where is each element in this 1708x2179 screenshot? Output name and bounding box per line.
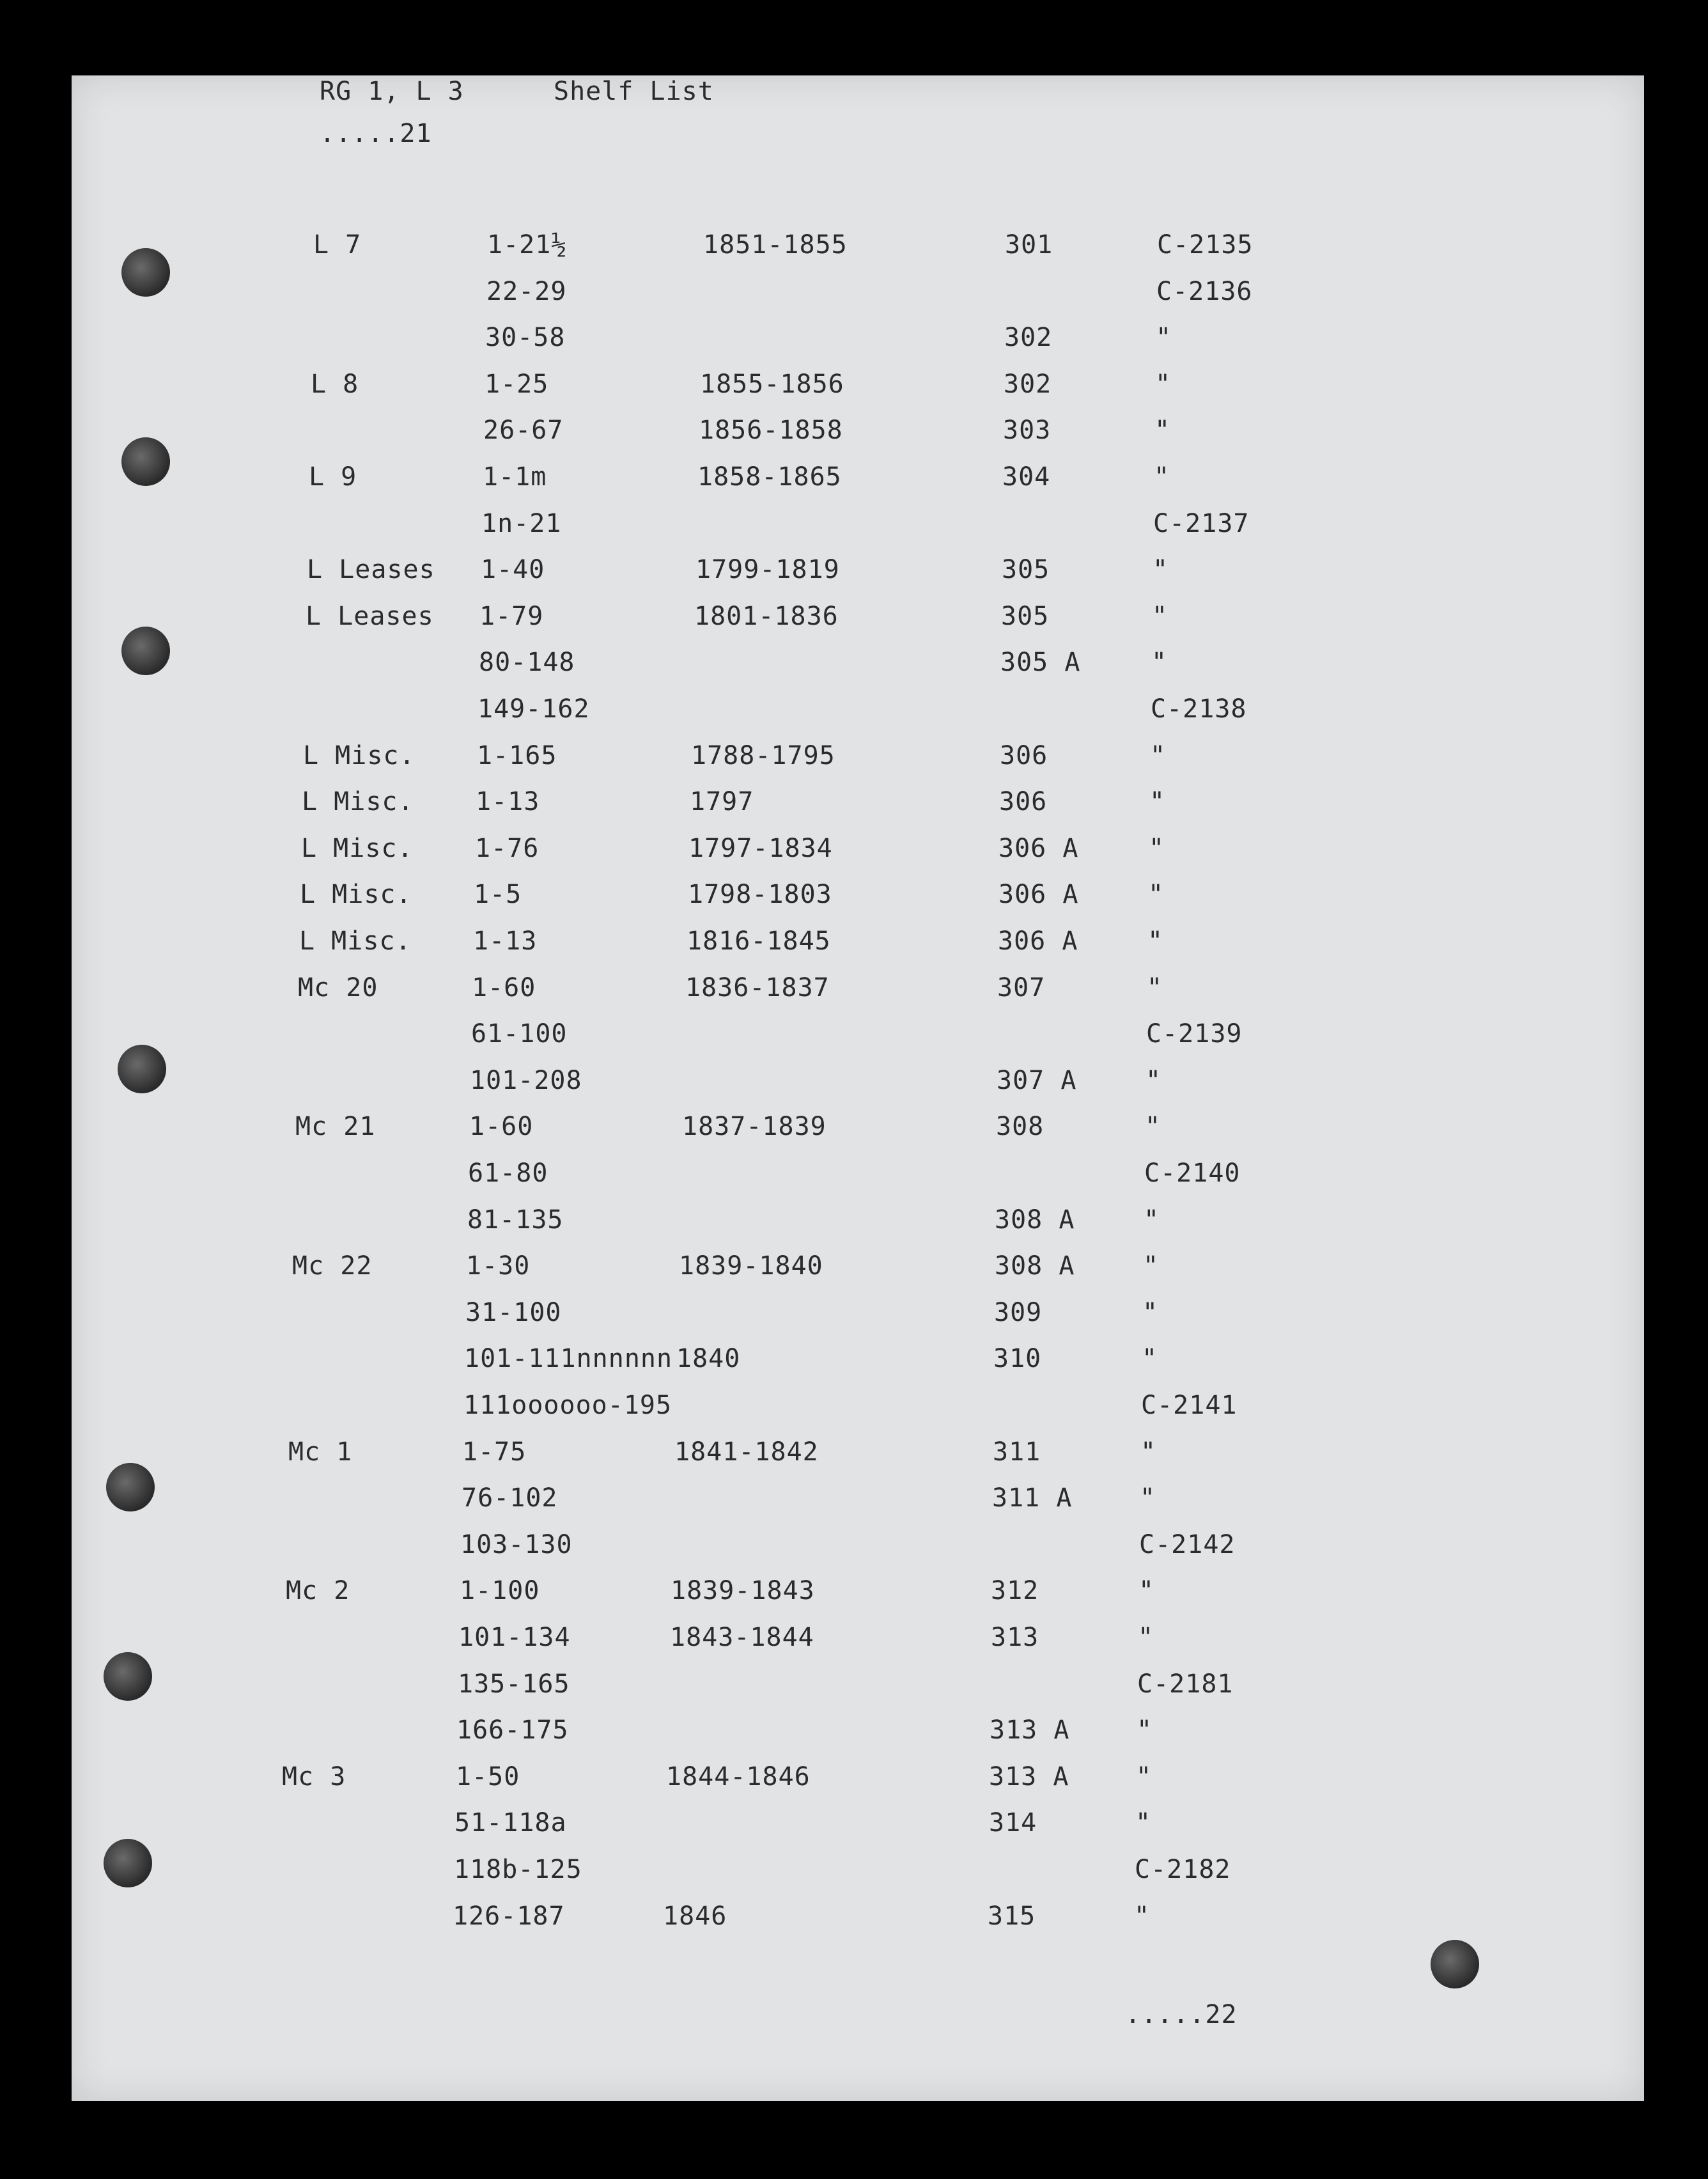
cell-items: 1-75: [462, 1437, 527, 1467]
punch-hole: [121, 248, 170, 297]
cell-reel: C-2139: [1146, 1019, 1243, 1049]
cell-dates: 1839-1843: [671, 1576, 815, 1605]
cell-box: 306: [999, 787, 1048, 816]
cell-items: 1-1m: [483, 462, 547, 492]
cell-dates: 1799-1819: [695, 555, 840, 584]
cell-reel: ": [1140, 1437, 1157, 1467]
cell-items: 22-29: [486, 277, 567, 306]
cell-items: 1-5: [474, 880, 522, 909]
cell-reel: ": [1147, 926, 1164, 956]
cell-box: 310: [993, 1344, 1042, 1373]
cell-reel: ": [1145, 1112, 1161, 1141]
continued-to: .....22: [1125, 2000, 1238, 2029]
cell-series: L 8: [311, 370, 359, 399]
cell-reel: ": [1138, 1576, 1155, 1605]
cell-items: 1-76: [475, 834, 540, 863]
cell-reel: C-2142: [1139, 1530, 1236, 1559]
cell-dates: 1816-1845: [687, 926, 831, 956]
cell-items: 1-13: [473, 926, 538, 956]
cell-items: 1-60: [472, 973, 536, 1003]
cell-reel: ": [1155, 370, 1172, 399]
cell-items: 166-175: [456, 1715, 569, 1745]
punch-hole: [104, 1839, 152, 1887]
cell-items: 30-58: [485, 323, 566, 352]
cell-dates: 1858-1865: [697, 462, 842, 492]
cell-reel: C-2136: [1156, 277, 1253, 306]
cell-items: 101-134: [458, 1623, 571, 1652]
cell-box: 305 A: [1000, 648, 1081, 677]
cell-series: Mc 1: [288, 1437, 353, 1467]
cell-dates: 1844-1846: [666, 1762, 811, 1792]
cell-series: L Misc.: [302, 787, 414, 816]
cell-box: 305: [1001, 602, 1050, 631]
cell-dates: 1840: [676, 1344, 741, 1373]
cell-reel: ": [1143, 1251, 1160, 1281]
cell-series: L Misc.: [299, 926, 412, 956]
cell-items: 1-13: [476, 787, 540, 816]
cell-reel: ": [1147, 973, 1163, 1003]
cell-items: 101-111nnnnnn: [464, 1344, 673, 1373]
continued-from: .....21: [320, 119, 432, 148]
cell-reel: ": [1150, 741, 1167, 770]
cell-dates: 1797: [690, 787, 754, 816]
cell-items: 1-100: [460, 1576, 540, 1605]
cell-series: L Leases: [307, 555, 435, 584]
cell-reel: ": [1152, 602, 1168, 631]
cell-reel: ": [1142, 1298, 1159, 1327]
cell-reel: ": [1151, 648, 1168, 677]
cell-series: Mc 3: [282, 1762, 346, 1792]
cell-dates: 1856-1858: [699, 416, 843, 445]
cell-dates: 1801-1836: [694, 602, 839, 631]
cell-reel: C-2181: [1137, 1669, 1234, 1699]
cell-box: 313 A: [990, 1715, 1070, 1745]
cell-reel: C-2141: [1141, 1391, 1238, 1420]
cell-series: L Misc.: [303, 741, 415, 770]
cell-box: 309: [994, 1298, 1043, 1327]
cell-reel: ": [1149, 787, 1166, 816]
cell-box: 312: [991, 1576, 1039, 1605]
cell-items: 1-30: [466, 1251, 531, 1281]
cell-box: 314: [989, 1808, 1037, 1838]
cell-box: 311 A: [992, 1483, 1073, 1513]
cell-box: 303: [1003, 416, 1052, 445]
cell-dates: 1798-1803: [688, 880, 832, 909]
cell-dates: 1836-1837: [685, 973, 830, 1003]
cell-reel: ": [1137, 1715, 1153, 1745]
cell-series: Mc 21: [295, 1112, 376, 1141]
cell-reel: ": [1154, 462, 1170, 492]
punch-hole: [118, 1045, 166, 1093]
punch-hole: [106, 1463, 155, 1511]
cell-items: 51-118a: [454, 1808, 567, 1838]
cell-series: Mc 22: [292, 1251, 373, 1281]
cell-box: 307 A: [997, 1066, 1077, 1095]
cell-items: 1-25: [485, 370, 549, 399]
cell-series: L Leases: [306, 602, 434, 631]
cell-items: 61-80: [468, 1159, 548, 1188]
cell-box: 306 A: [998, 880, 1079, 909]
cell-items: 1-60: [469, 1112, 534, 1141]
cell-items: 61-100: [471, 1019, 568, 1049]
cell-reel: C-2182: [1135, 1855, 1231, 1884]
cell-box: 304: [1002, 462, 1051, 492]
cell-items: 31-100: [465, 1298, 562, 1327]
cell-items: 135-165: [458, 1669, 570, 1699]
cell-items: 80-148: [479, 648, 575, 677]
punch-hole: [121, 627, 170, 675]
cell-reel: C-2137: [1153, 509, 1250, 538]
cell-items: 111oooooo-195: [463, 1391, 672, 1420]
cell-reel: ": [1156, 323, 1172, 352]
record-group-ref: RG 1, L 3: [320, 77, 464, 106]
cell-series: Mc 20: [298, 973, 378, 1003]
cell-dates: 1855-1856: [700, 370, 844, 399]
cell-items: 76-102: [462, 1483, 558, 1513]
cell-reel: ": [1145, 1066, 1162, 1095]
cell-items: 118b-125: [454, 1855, 582, 1884]
cell-box: 313: [991, 1623, 1039, 1652]
cell-box: 308 A: [995, 1205, 1075, 1235]
cell-items: 1-21½: [487, 230, 568, 260]
punch-hole: [104, 1652, 152, 1701]
cell-reel: ": [1134, 1902, 1151, 1931]
cell-box: 308 A: [995, 1251, 1075, 1281]
cell-box: 313 A: [989, 1762, 1069, 1792]
punch-hole: [121, 437, 170, 486]
cell-items: 1n-21: [481, 509, 562, 538]
cell-series: L Misc.: [300, 880, 412, 909]
page-title: Shelf List: [554, 77, 714, 106]
cell-series: L Misc.: [301, 834, 414, 863]
cell-items: 1-165: [477, 741, 557, 770]
cell-series: L 7: [313, 230, 362, 260]
cell-box: 301: [1005, 230, 1053, 260]
cell-items: 149-162: [477, 694, 590, 724]
cell-series: Mc 2: [286, 1576, 350, 1605]
cell-reel: ": [1149, 834, 1165, 863]
cell-dates: 1839-1840: [679, 1251, 823, 1281]
cell-dates: 1788-1795: [691, 741, 835, 770]
cell-box: 306 A: [998, 926, 1078, 956]
cell-box: 311: [993, 1437, 1041, 1467]
cell-items: 1-50: [456, 1762, 520, 1792]
cell-reel: ": [1142, 1344, 1158, 1373]
cell-items: 126-187: [453, 1902, 565, 1931]
cell-box: 306 A: [998, 834, 1079, 863]
cell-dates: 1797-1834: [688, 834, 833, 863]
cell-dates: 1837-1839: [682, 1112, 827, 1141]
cell-reel: ": [1154, 416, 1171, 445]
cell-box: 308: [996, 1112, 1044, 1141]
cell-items: 1-79: [479, 602, 544, 631]
cell-reel: ": [1136, 1762, 1153, 1792]
cell-reel: ": [1138, 1623, 1154, 1652]
cell-box: 307: [997, 973, 1046, 1003]
cell-box: 306: [1000, 741, 1048, 770]
cell-reel: ": [1144, 1205, 1160, 1235]
cell-dates: 1851-1855: [703, 230, 848, 260]
cell-box: 302: [1004, 323, 1053, 352]
cell-dates: 1843-1844: [670, 1623, 814, 1652]
cell-items: 101-208: [470, 1066, 582, 1095]
cell-reel: C-2135: [1157, 230, 1254, 260]
cell-reel: C-2140: [1144, 1159, 1241, 1188]
cell-reel: ": [1148, 880, 1165, 909]
cell-box: 305: [1002, 555, 1050, 584]
cell-items: 81-135: [467, 1205, 564, 1235]
punch-hole: [1431, 1940, 1479, 1988]
cell-box: 315: [988, 1902, 1036, 1931]
document-page: [72, 75, 1644, 2101]
cell-reel: C-2138: [1151, 694, 1247, 724]
cell-dates: 1841-1842: [674, 1437, 819, 1467]
cell-series: L 9: [309, 462, 357, 492]
cell-reel: ": [1135, 1808, 1152, 1838]
cell-dates: 1846: [663, 1902, 727, 1931]
cell-box: 302: [1004, 370, 1052, 399]
cell-reel: ": [1153, 555, 1169, 584]
cell-items: 103-130: [460, 1530, 573, 1559]
cell-reel: ": [1140, 1483, 1156, 1513]
cell-items: 1-40: [481, 555, 545, 584]
cell-items: 26-67: [483, 416, 564, 445]
